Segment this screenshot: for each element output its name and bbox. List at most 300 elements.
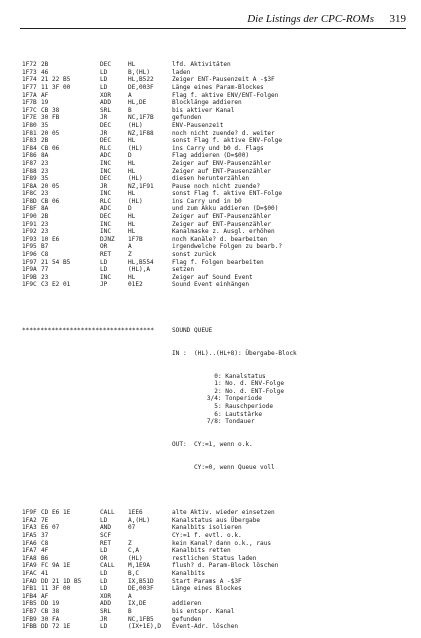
- code-comment: diesen herunterzählen: [172, 175, 250, 183]
- code-operand: HL: [128, 159, 136, 167]
- code-address: 1FB1: [22, 585, 37, 593]
- code-mnemonic: RET: [100, 251, 112, 259]
- code-mnemonic: LD: [100, 68, 108, 76]
- code-mnemonic: INC: [100, 273, 112, 281]
- out-line-0: CY:=1, wenn o.k.: [194, 440, 253, 448]
- code-address: 1FB4: [22, 592, 37, 600]
- code-address: 1FB5: [22, 600, 37, 608]
- code-hex: 23: [41, 220, 49, 228]
- code-hex: 23: [41, 228, 49, 236]
- code-operand: HL: [128, 213, 136, 221]
- code-comment: ins Carry und in b0: [172, 197, 242, 205]
- code-comment: CY:=1 f. evtl. o.k.: [172, 532, 242, 539]
- code-hex: C3 E2 01: [41, 281, 71, 289]
- code-line: [22, 198, 402, 206]
- code-line: [22, 274, 402, 282]
- code-line: [22, 183, 402, 191]
- code-comment: Kanalstatus aus Übergabe: [172, 516, 261, 524]
- code-mnemonic: LD: [100, 577, 108, 585]
- code-line: [22, 578, 402, 586]
- code-hex: 20 05: [41, 129, 60, 137]
- section-heading-row: [22, 327, 402, 335]
- page-header: [20, 12, 406, 29]
- code-address: 1F84: [22, 144, 37, 152]
- code-address: 1FB9: [22, 615, 37, 623]
- code-mnemonic: DEC: [100, 175, 112, 183]
- code-mnemonic: ADD: [100, 600, 112, 608]
- code-mnemonic: CALL: [100, 509, 115, 517]
- code-operand: (HL): [128, 554, 143, 562]
- code-address: 1FAD: [22, 577, 37, 585]
- code-mnemonic: RLC: [100, 197, 112, 205]
- parameter-row: [22, 403, 402, 411]
- code-hex: 23: [41, 273, 49, 281]
- code-line: [22, 130, 402, 138]
- code-address: 1FA5: [22, 532, 37, 539]
- code-mnemonic: DEC: [100, 121, 112, 129]
- code-comment: Pause noch nicht zuende?: [172, 182, 261, 190]
- code-hex: AF: [41, 592, 49, 600]
- chapter-title: Die Listings der CPC-ROMs: [247, 13, 374, 25]
- code-operand: NZ,1F91: [128, 182, 154, 190]
- code-comment: ENV-Pausenzeit: [172, 121, 224, 129]
- code-address: 1F92: [22, 228, 37, 236]
- code-line: [22, 600, 402, 608]
- code-operand: B: [128, 607, 132, 615]
- code-mnemonic: ADD: [100, 99, 112, 107]
- code-line: [22, 524, 402, 532]
- code-address: 1F9F: [22, 509, 37, 517]
- code-operand: 07: [128, 524, 136, 532]
- code-line: [22, 99, 402, 107]
- code-line: [22, 532, 402, 540]
- code-operand: Z: [128, 539, 132, 547]
- code-hex: B7: [41, 243, 49, 251]
- code-line: [22, 122, 402, 130]
- code-operand: IX,DE: [128, 600, 147, 608]
- code-operand: (HL),A: [128, 266, 151, 274]
- code-line: [22, 160, 402, 168]
- code-comment: Zeiger auf ENT-Pausenzähler: [172, 220, 272, 228]
- code-line: [22, 243, 402, 251]
- code-line: [22, 540, 402, 548]
- code-comment: irgendwelche Folgen zu bearb.?: [172, 243, 283, 251]
- code-operand: 01E2: [128, 281, 143, 289]
- code-address: 1F8D: [22, 197, 37, 205]
- code-comment: Kanalbits: [172, 569, 206, 577]
- code-operand: (HL): [128, 121, 143, 129]
- code-hex: 2B: [41, 137, 49, 145]
- in-row: [22, 350, 402, 358]
- code-line: [22, 547, 402, 555]
- code-comment: noch nicht zuende? d. weiter: [172, 129, 275, 137]
- code-line: [22, 228, 402, 236]
- code-line: [22, 259, 402, 267]
- code-address: 1F9B: [22, 273, 37, 281]
- code-comment: Event-Adr. löschen: [172, 623, 239, 631]
- code-mnemonic: SCF: [100, 532, 112, 539]
- parameter-row: [22, 395, 402, 403]
- code-hex: 10 E6: [41, 235, 60, 243]
- section-title: SOUND QUEUE: [172, 326, 213, 334]
- code-mnemonic: LD: [100, 585, 108, 593]
- code-comment: bis aktiver Kanal: [172, 106, 235, 114]
- parameter-item: 3/4: Tonperiode: [206, 395, 262, 403]
- code-operand: A,(HL): [128, 516, 151, 524]
- code-comment: lfd. Aktivitäten: [172, 61, 231, 69]
- code-operand: NC,1F7B: [128, 114, 154, 122]
- code-address: 1F7A: [22, 91, 37, 99]
- code-hex: 2B: [41, 61, 49, 69]
- code-operand: HL,DE: [128, 99, 147, 107]
- code-address: 1FA6: [22, 539, 37, 547]
- code-hex: E6 07: [41, 524, 60, 532]
- code-operand: M,1E9A: [128, 562, 151, 570]
- parameter-row: [22, 373, 402, 381]
- separator-stars: ************************************: [22, 326, 155, 334]
- code-comment: noch Kanäle? d. bearbeiten: [172, 235, 268, 243]
- code-address: 1F8F: [22, 205, 37, 213]
- code-operand: A: [128, 91, 132, 99]
- code-operand: HL: [128, 273, 136, 281]
- listing-block-b: [22, 509, 402, 631]
- code-comment: Länge eines Param-Blockes: [172, 83, 264, 91]
- code-comment: alte Aktiv. wieder einsetzen: [172, 509, 275, 517]
- code-comment: Blocklänge addieren: [172, 99, 242, 107]
- code-mnemonic: RET: [100, 539, 112, 547]
- code-mnemonic: SRL: [100, 106, 112, 114]
- code-hex: 11 3F 00: [41, 585, 71, 593]
- code-operand: B,(HL): [128, 68, 151, 76]
- code-mnemonic: DEC: [100, 137, 112, 145]
- code-mnemonic: LD: [100, 76, 108, 84]
- code-line: [22, 69, 402, 77]
- code-line: [22, 107, 402, 115]
- code-comment: restlichen Status laden: [172, 554, 257, 562]
- code-address: 1F72: [22, 61, 37, 69]
- code-address: 1F97: [22, 258, 37, 266]
- code-comment: Flag f. Folgen bearbeiten: [172, 258, 264, 266]
- code-line: [22, 251, 402, 259]
- code-hex: 23: [41, 159, 49, 167]
- code-address: 1F77: [22, 83, 37, 91]
- code-address: 1F91: [22, 220, 37, 228]
- code-hex: DD 19: [41, 600, 60, 608]
- code-comment: setzen: [172, 266, 195, 274]
- code-mnemonic: INC: [100, 190, 112, 198]
- parameter-item: 0: Kanalstatus: [214, 372, 266, 380]
- code-mnemonic: SRL: [100, 607, 112, 615]
- code-mnemonic: JR: [100, 114, 108, 122]
- code-comment: gefunden: [172, 114, 202, 122]
- code-operand: HL,B554: [128, 258, 154, 266]
- code-comment: bis entspr. Kanal: [172, 607, 235, 615]
- code-line: [22, 509, 402, 517]
- code-comment: sonst Flag f. aktive ENT-Folge: [172, 190, 283, 198]
- parameter-list: [22, 373, 402, 426]
- code-address: 1FA7: [22, 547, 37, 555]
- code-hex: 8A: [41, 205, 49, 213]
- parameter-item: 1: No. d. ENV-Folge: [214, 380, 285, 388]
- code-mnemonic: JR: [100, 129, 108, 137]
- code-address: 1FAC: [22, 569, 37, 577]
- code-operand: HL,B522: [128, 76, 154, 84]
- out-label: OUT:: [172, 440, 187, 448]
- code-line: [22, 168, 402, 176]
- code-address: 1FA9: [22, 562, 37, 570]
- code-comment: laden: [172, 68, 191, 76]
- code-hex: FC 9A 1E: [41, 562, 71, 570]
- code-line: [22, 623, 402, 631]
- code-operand: (HL): [128, 144, 143, 152]
- code-hex: B6: [41, 554, 49, 562]
- code-line: [22, 145, 402, 153]
- code-operand: (HL): [128, 175, 143, 183]
- code-mnemonic: ADC: [100, 205, 112, 213]
- assembly-listing: [22, 46, 402, 638]
- code-mnemonic: DJNZ: [100, 235, 115, 243]
- code-address: 1F96: [22, 251, 37, 259]
- code-address: 1F7C: [22, 106, 37, 114]
- code-line: [22, 570, 402, 578]
- code-hex: 21 22 B5: [41, 76, 71, 84]
- code-comment: Flag addieren (D=$00): [172, 152, 250, 160]
- code-line: [22, 555, 402, 563]
- code-operand: D: [128, 205, 132, 213]
- code-mnemonic: LD: [100, 516, 108, 524]
- code-mnemonic: XOR: [100, 91, 112, 99]
- code-comment: addieren: [172, 600, 202, 608]
- code-comment: sonst Flag f. aktive ENV-Folge: [172, 137, 283, 145]
- parameter-row: [22, 380, 402, 388]
- code-address: 1F7E: [22, 114, 37, 122]
- code-address: 1F8C: [22, 190, 37, 198]
- code-line: [22, 92, 402, 100]
- code-line: [22, 152, 402, 160]
- code-line: [22, 266, 402, 274]
- code-address: 1F80: [22, 121, 37, 129]
- in-label: IN :: [172, 349, 187, 357]
- code-address: 1F8A: [22, 182, 37, 190]
- code-mnemonic: LD: [100, 547, 108, 555]
- code-comment: Länge eines Blockes: [172, 585, 242, 593]
- code-operand: HL: [128, 61, 136, 69]
- code-mnemonic: OR: [100, 554, 108, 562]
- code-address: 1FB7: [22, 607, 37, 615]
- code-hex: C8: [41, 251, 49, 259]
- code-mnemonic: JR: [100, 615, 108, 623]
- code-comment: Zeiger auf ENT-Pausenzähler: [172, 167, 272, 175]
- code-line: [22, 562, 402, 570]
- code-mnemonic: JR: [100, 182, 108, 190]
- code-line: [22, 213, 402, 221]
- code-comment: Kanalmaske z. Ausgl. erhöhen: [172, 228, 275, 236]
- parameter-item: 5: Rauschperiode: [214, 402, 273, 410]
- code-line: [22, 76, 402, 84]
- parameter-item: 7/8: Tondauer: [206, 418, 255, 426]
- code-line: [22, 190, 402, 198]
- out-row-2: [22, 464, 402, 472]
- code-operand: (IX+1E),D: [128, 623, 162, 631]
- code-comment: Kanalbits isolieren: [172, 524, 242, 532]
- code-operand: Z: [128, 251, 132, 259]
- code-operand: HL: [128, 220, 136, 228]
- in-text: (HL)..(HL+8): Übergabe-Block: [194, 349, 297, 357]
- page-number: 319: [389, 13, 406, 25]
- code-address: 1F93: [22, 235, 37, 243]
- code-mnemonic: LD: [100, 623, 108, 631]
- code-line: [22, 616, 402, 624]
- code-line: [22, 84, 402, 92]
- out-row: [22, 441, 402, 449]
- code-address: 1F89: [22, 175, 37, 183]
- code-hex: CB 06: [41, 144, 60, 152]
- code-operand: (HL): [128, 197, 143, 205]
- code-hex: AF: [41, 91, 49, 99]
- code-address: 1F9A: [22, 266, 37, 274]
- code-hex: DD 21 1D B5: [41, 577, 82, 585]
- code-hex: C8: [41, 539, 49, 547]
- code-operand: HL: [128, 137, 136, 145]
- code-hex: 11 3F 00: [41, 83, 71, 91]
- code-address: 1F73: [22, 68, 37, 76]
- code-hex: CB 38: [41, 607, 60, 615]
- code-hex: 77: [41, 266, 49, 274]
- code-hex: CB 38: [41, 106, 60, 114]
- code-operand: B,C: [128, 569, 140, 577]
- code-operand: A: [128, 243, 132, 251]
- code-operand: A: [128, 592, 132, 600]
- code-line: [22, 137, 402, 145]
- code-mnemonic: INC: [100, 167, 112, 175]
- code-address: 1F81: [22, 129, 37, 137]
- code-line: [22, 593, 402, 601]
- code-address: 1F88: [22, 167, 37, 175]
- code-operand: 1EE6: [128, 509, 143, 517]
- code-mnemonic: DEC: [100, 61, 112, 69]
- code-hex: 46: [41, 68, 49, 76]
- parameter-item: 6: Lautstärke: [214, 410, 262, 418]
- code-line: [22, 61, 402, 69]
- code-comment: und zum Akku addieren (D=$00): [172, 205, 279, 213]
- code-comment: Kanalbits retten: [172, 547, 231, 555]
- code-address: 1F83: [22, 137, 37, 145]
- code-hex: 23: [41, 167, 49, 175]
- code-address: 1F9C: [22, 281, 37, 289]
- code-hex: 7E: [41, 516, 49, 524]
- code-operand: DE,003F: [128, 585, 154, 593]
- code-mnemonic: LD: [100, 258, 108, 266]
- code-mnemonic: LD: [100, 569, 108, 577]
- code-hex: 37: [41, 532, 49, 539]
- code-operand: HL: [128, 190, 136, 198]
- code-operand: NZ,1F88: [128, 129, 154, 137]
- code-address: 1F86: [22, 152, 37, 160]
- code-comment: Sound Event einhängen: [172, 281, 250, 289]
- code-line: [22, 281, 402, 289]
- code-comment: ins Carry und b0 d. Flags: [172, 144, 264, 152]
- code-address: 1FBB: [22, 623, 37, 631]
- code-hex: 35: [41, 121, 49, 129]
- code-operand: D: [128, 152, 132, 160]
- code-hex: 20 05: [41, 182, 60, 190]
- code-hex: 30 FA: [41, 615, 60, 623]
- code-hex: CB 06: [41, 197, 60, 205]
- parameter-row: [22, 418, 402, 426]
- code-mnemonic: DEC: [100, 213, 112, 221]
- code-operand: B: [128, 106, 132, 114]
- code-hex: 23: [41, 190, 49, 198]
- code-comment: Zeiger auf Sound Event: [172, 273, 253, 281]
- code-hex: 30 FB: [41, 114, 60, 122]
- code-comment: Zeiger auf ENT-Pausenzähler: [172, 213, 272, 221]
- code-line: [22, 236, 402, 244]
- code-mnemonic: INC: [100, 228, 112, 236]
- code-operand: DE,003F: [128, 83, 154, 91]
- code-operand: HL: [128, 228, 136, 236]
- code-hex: 8A: [41, 152, 49, 160]
- code-comment: Flag f. aktive ENV/ENT-Folgen: [172, 91, 279, 99]
- code-mnemonic: LD: [100, 266, 108, 274]
- code-operand: C,A: [128, 547, 140, 555]
- code-hex: 21 54 B5: [41, 258, 71, 266]
- code-mnemonic: ADC: [100, 152, 112, 160]
- code-line: [22, 175, 402, 183]
- code-line: [22, 114, 402, 122]
- code-hex: 35: [41, 175, 49, 183]
- code-mnemonic: JP: [100, 281, 108, 289]
- code-mnemonic: INC: [100, 220, 112, 228]
- code-hex: 41: [41, 569, 49, 577]
- code-address: 1F90: [22, 213, 37, 221]
- code-mnemonic: RLC: [100, 144, 112, 152]
- listing-block-a: [22, 61, 402, 289]
- code-hex: CD E6 1E: [41, 509, 71, 517]
- code-address: 1F95: [22, 243, 37, 251]
- code-mnemonic: AND: [100, 524, 112, 532]
- code-comment: Start Params A -$3F: [172, 577, 242, 585]
- code-line: [22, 221, 402, 229]
- code-operand: 1F7B: [128, 235, 143, 243]
- code-hex: 19: [41, 99, 49, 107]
- code-address: 1F74: [22, 76, 37, 84]
- code-line: [22, 517, 402, 525]
- code-comment: gefunden: [172, 615, 202, 623]
- code-comment: kein Kanal? dann o.k., raus: [172, 539, 272, 547]
- code-address: 1FA3: [22, 524, 37, 532]
- code-mnemonic: CALL: [100, 562, 115, 570]
- code-address: 1F87: [22, 159, 37, 167]
- code-line: [22, 585, 402, 593]
- code-line: [22, 205, 402, 213]
- code-hex: 2B: [41, 213, 49, 221]
- code-mnemonic: OR: [100, 243, 108, 251]
- code-address: 1FA8: [22, 554, 37, 562]
- code-hex: DD 72 1E: [41, 623, 71, 631]
- code-mnemonic: LD: [100, 83, 108, 91]
- parameter-item: 2: No. d. ENT-Folge: [214, 387, 285, 395]
- code-address: 1FA2: [22, 516, 37, 524]
- code-comment: flush? d. Param-Block löschen: [172, 562, 279, 570]
- code-operand: IX,B51D: [128, 577, 154, 585]
- code-comment: Zeiger auf ENV-Pausenzähler: [172, 159, 272, 167]
- code-address: 1F7B: [22, 99, 37, 107]
- out-line-1: CY:=0, wenn Queue voll: [194, 463, 275, 471]
- code-hex: 4F: [41, 547, 49, 555]
- code-comment: Zeiger ENT-Pausenzeit A -$3F: [172, 76, 275, 84]
- code-mnemonic: XOR: [100, 592, 112, 600]
- parameter-row: [22, 411, 402, 419]
